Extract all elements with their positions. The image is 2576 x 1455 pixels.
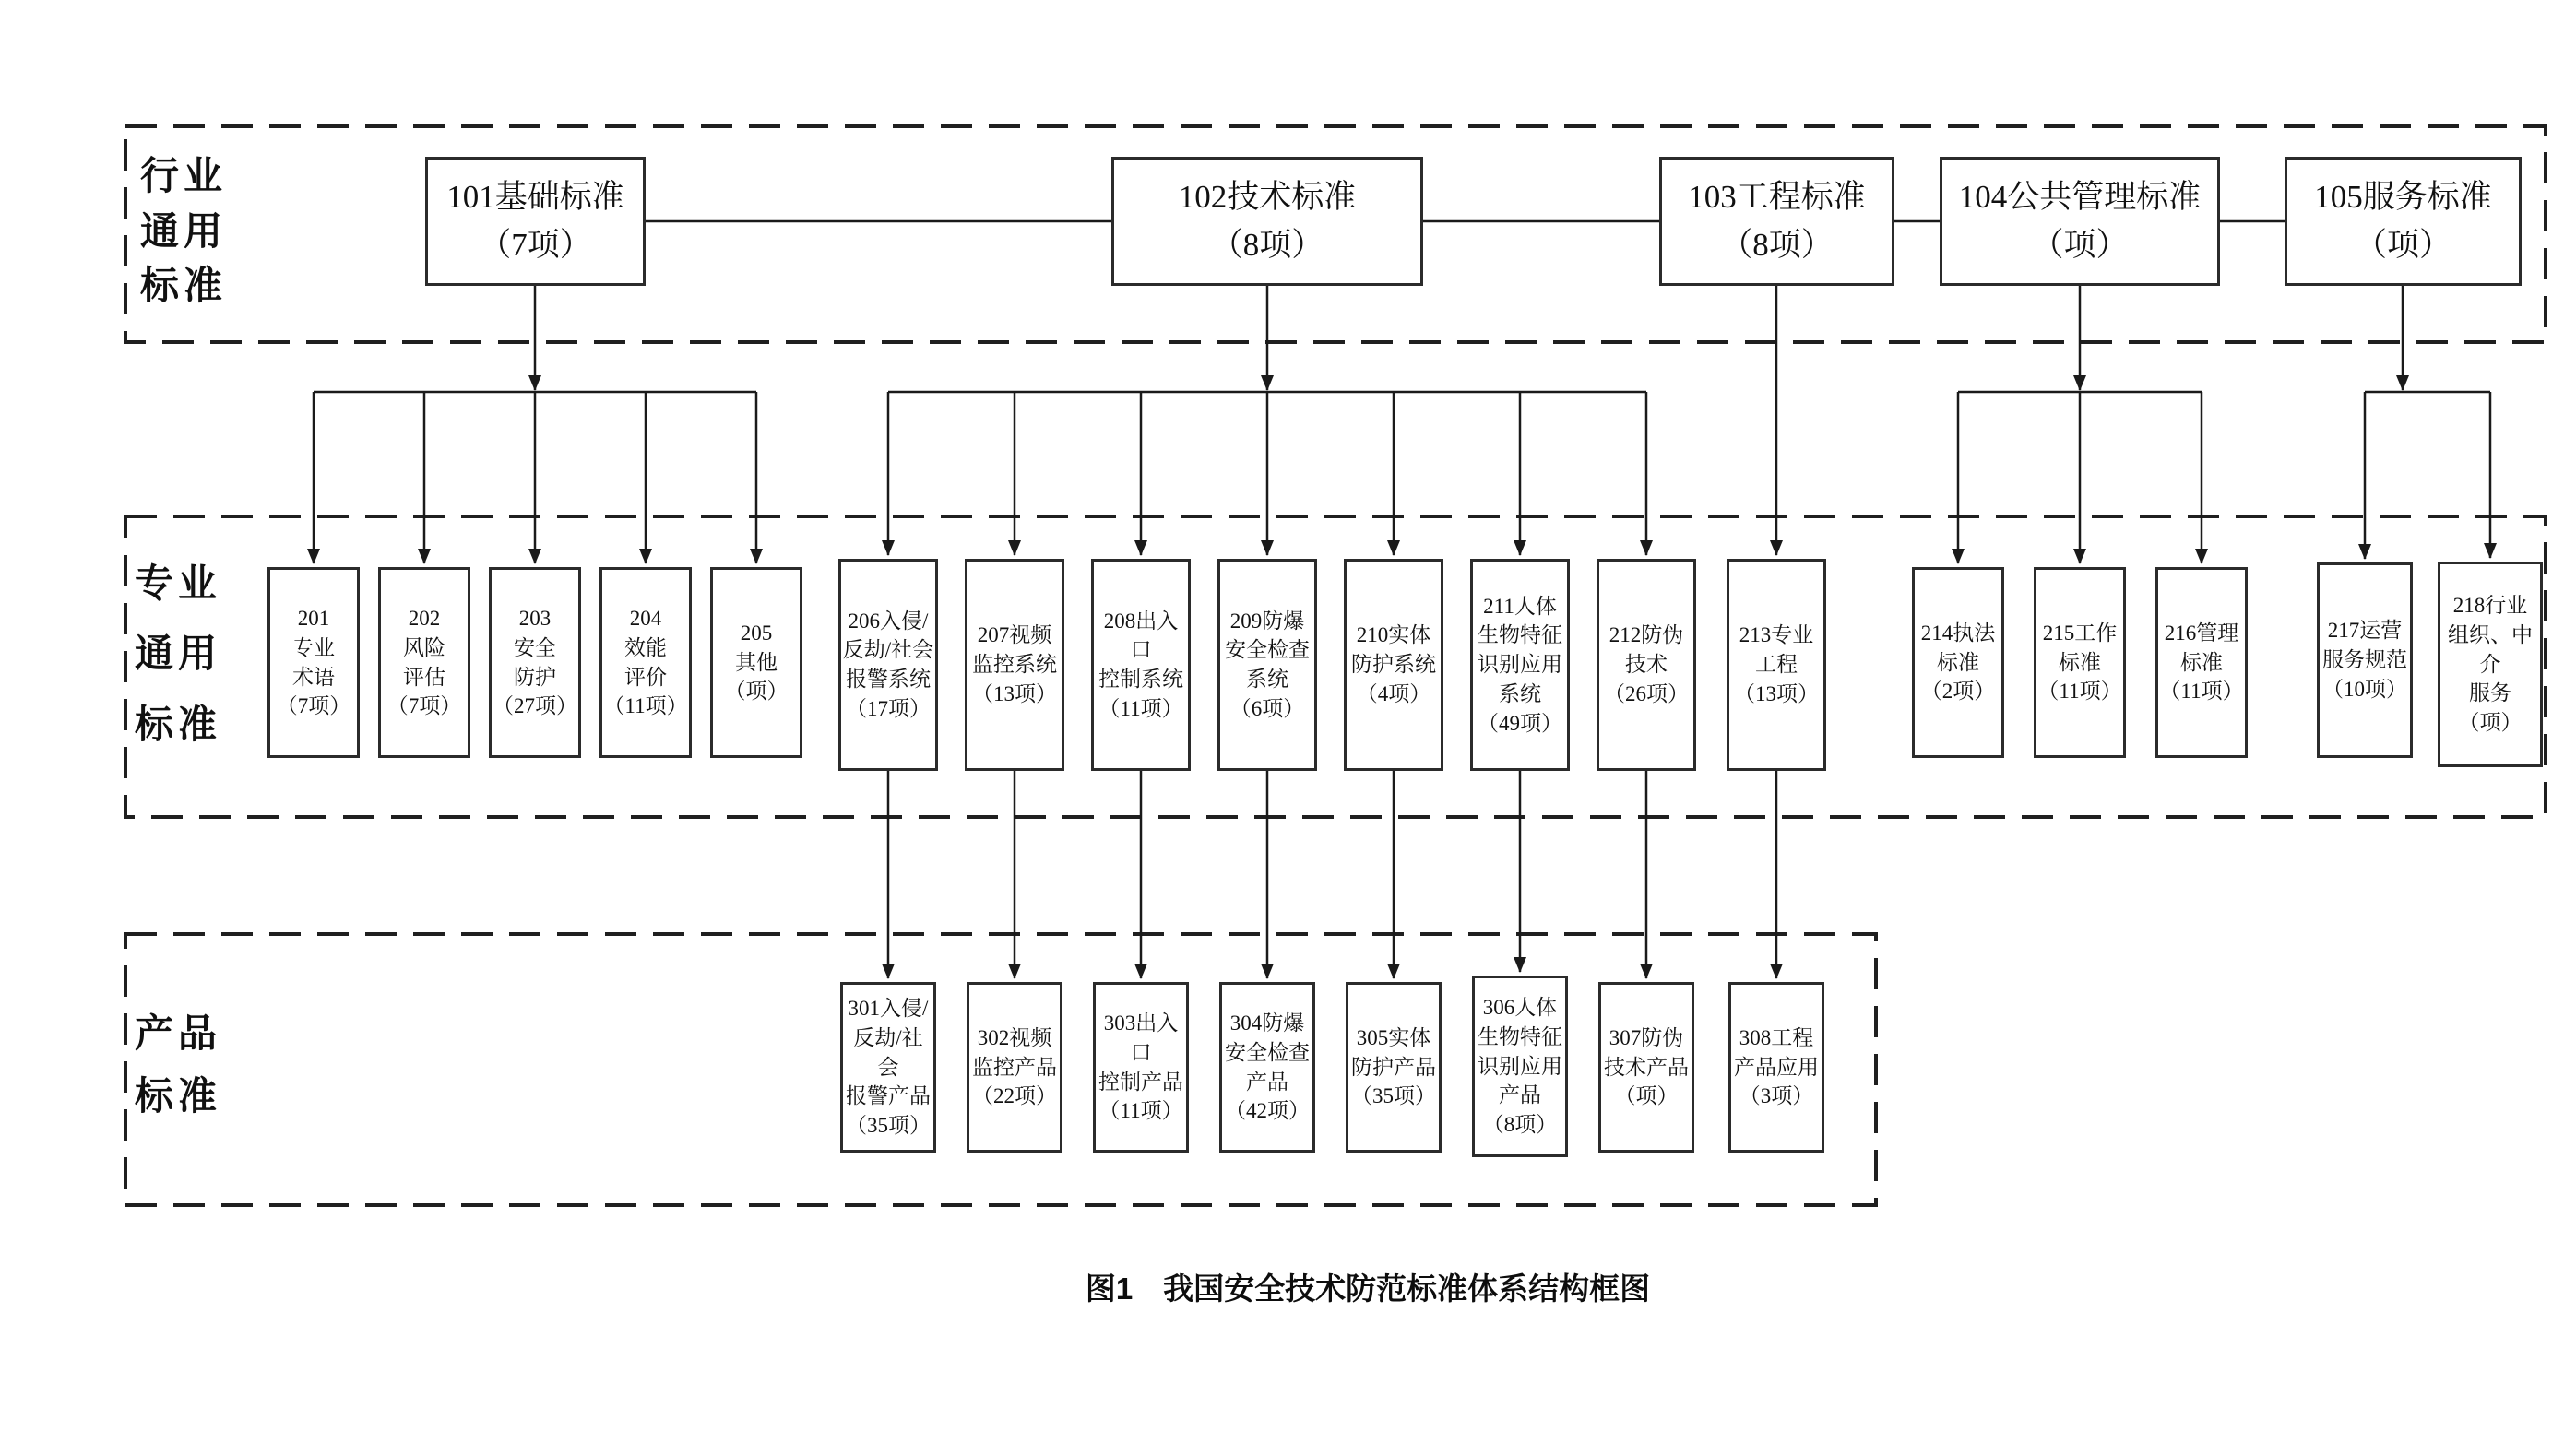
- figure-caption: 图1 我国安全技术防范标准体系结构框图: [1085, 1272, 1651, 1306]
- node-201: 201 专业 术语 （7项）: [267, 567, 360, 758]
- node-105-service-standards: 105服务标准 （项）: [2285, 157, 2522, 286]
- node-215: 215工作 标准 （11项）: [2034, 567, 2126, 758]
- node-210: 210实体 防护系统 （4项）: [1344, 559, 1443, 771]
- professional-tier-label: 专业 通用 标准: [135, 563, 222, 747]
- node-305: 305实体 防护产品 （35项）: [1346, 982, 1442, 1153]
- industry-tier-label: 行业 通用 标准: [140, 156, 228, 309]
- node-211: 211人体 生物特征 识别应用 系统 （49项）: [1470, 559, 1570, 771]
- node-208: 208出入口 控制系统 （11项）: [1091, 559, 1191, 771]
- node-205: 205 其他 （项）: [710, 567, 802, 758]
- node-203: 203 安全 防护 （27项）: [489, 567, 581, 758]
- product-drop-arrows: [888, 771, 1776, 978]
- node-212: 212防伪 技术 （26项）: [1597, 559, 1696, 771]
- node-304: 304防爆 安全检查 产品 （42项）: [1219, 982, 1315, 1153]
- node-218: 218行业 组织、中介 服务 （项）: [2438, 562, 2543, 767]
- node-204: 204 效能 评价 （11项）: [599, 567, 692, 758]
- node-102-technical-standards: 102技术标准 （8项）: [1111, 157, 1423, 286]
- node-206: 206入侵/ 反劫/社会 报警系统 （17项）: [838, 559, 938, 771]
- bus-drop-arrows: [314, 392, 2490, 563]
- node-103-engineering-standards: 103工程标准 （8项）: [1659, 157, 1894, 286]
- node-308: 308工程 产品应用 （3项）: [1728, 982, 1824, 1153]
- node-303: 303出入口 控制产品 （11项）: [1093, 982, 1189, 1153]
- node-217: 217运营 服务规范 （10项）: [2317, 562, 2413, 758]
- node-216: 216管理 标准 （11项）: [2155, 567, 2248, 758]
- node-101-basic-standards: 101基础标准 （7项）: [425, 157, 646, 286]
- node-104-public-management-standards: 104公共管理标准 （项）: [1940, 157, 2220, 286]
- node-301: 301入侵/ 反劫/社会 报警产品 （35项）: [840, 982, 936, 1153]
- node-209: 209防爆 安全检查 系统 （6项）: [1217, 559, 1317, 771]
- node-213: 213专业 工程 （13项）: [1727, 559, 1826, 771]
- node-202: 202 风险 评估 （7项）: [378, 567, 470, 758]
- node-207: 207视频 监控系统 （13项）: [965, 559, 1064, 771]
- node-306: 306人体 生物特征 识别应用 产品 （8项）: [1472, 976, 1568, 1157]
- node-214: 214执法 标准 （2项）: [1912, 567, 2004, 758]
- node-307: 307防伪 技术产品 （项）: [1598, 982, 1694, 1153]
- product-tier-label: 产品 标准: [135, 1013, 222, 1119]
- node-302: 302视频 监控产品 （22项）: [967, 982, 1062, 1153]
